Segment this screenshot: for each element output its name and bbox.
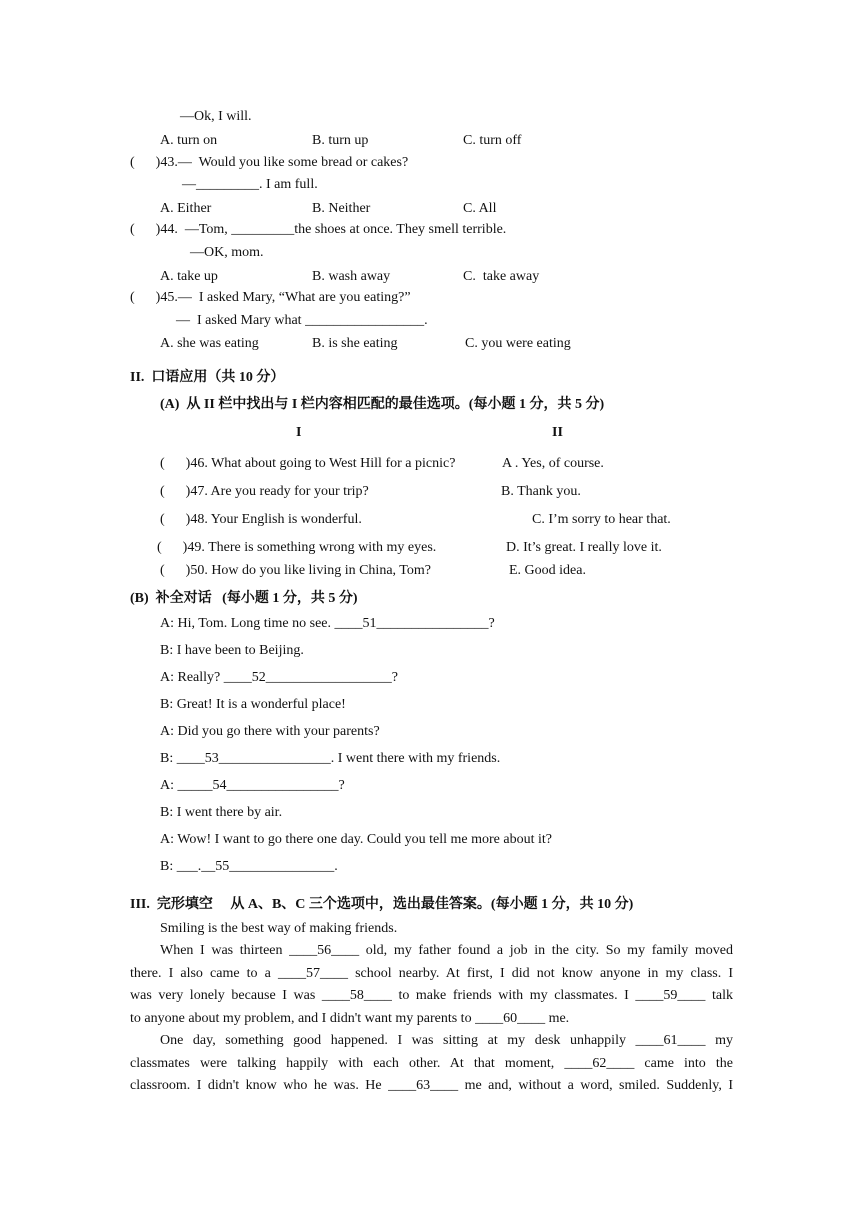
match-option: A . Yes, of course.	[502, 456, 604, 471]
dialog-line: B: Great! It is a wonderful place!	[160, 697, 346, 712]
dialog-line: A: Wow! I want to go there one day. Could you tell me more about it?	[160, 832, 552, 847]
option-c: C. All	[463, 201, 497, 216]
dialog-line: A: Really? ____52__________________?	[160, 670, 398, 685]
dialog-line: B: I went there by air.	[160, 805, 283, 820]
question-45: ( )45.— I asked Mary, “What are you eating?”	[130, 290, 411, 305]
option-b: B. turn up	[312, 133, 369, 148]
option-a: A. Either	[160, 201, 212, 216]
dialog-line: A: _____54________________?	[160, 778, 345, 793]
match-question: ( )46. What about going to West Hill for a picnic?	[160, 456, 456, 471]
answer-line: —_________. I am full.	[182, 177, 318, 192]
section-heading: III. 完形填空 从 A、B、C 三个选项中，选出最佳答案。(每小题 1 分，共 10 分)	[130, 897, 634, 912]
part-b-instruction: (B) 补全对话 (每小题 1 分，共 5 分)	[130, 591, 358, 606]
dialog-line: A: Did you go there with your parents?	[160, 724, 380, 739]
question-44: ( )44. —Tom, _________the shoes at once. They smell terrible.	[130, 222, 507, 237]
column-header-i: I	[296, 425, 302, 440]
passage-title-line: Smiling is the best way of making friends.	[160, 921, 398, 936]
dialog-line: B: I have been to Beijing.	[160, 643, 304, 658]
passage-line: there. I also came to a ____57____ school nearby. At first, I did not know anyone in my class. I	[130, 966, 733, 981]
passage-line: to anyone about my problem, and I didn't want my parents to ____60____ me.	[130, 1011, 570, 1026]
question-43: ( )43.— Would you like some bread or cakes?	[130, 155, 409, 170]
option-b: B. Neither	[312, 201, 371, 216]
match-question: ( )48. Your English is wonderful.	[160, 512, 362, 527]
passage-line: classroom. I didn't know who he was. He ____63____ me and, without a word, smiled. Suddenly, I	[130, 1078, 733, 1093]
option-c: C. take away	[463, 269, 540, 284]
option-c: C. you were eating	[465, 336, 571, 351]
match-question: ( )47. Are you ready for your trip?	[160, 484, 369, 499]
passage-line: When I was thirteen ____56____ old, my father found a job in the city. So my family moved	[160, 943, 733, 958]
option-b: B. wash away	[312, 269, 391, 284]
option-a: A. she was eating	[160, 336, 259, 351]
passage-line: classmates were talking happily with each other. At that moment, ____62____ came into the	[130, 1056, 733, 1071]
answer-line: — I asked Mary what _________________.	[176, 313, 428, 328]
passage-line: was very lonely because I was ____58____ to make friends with my classmates. I ____59____ talk	[130, 988, 733, 1003]
answer-line: —OK, mom.	[190, 245, 264, 260]
match-question: ( )49. There is something wrong with my eyes.	[157, 540, 437, 555]
match-option: B. Thank you.	[501, 484, 581, 499]
match-option: E. Good idea.	[509, 563, 586, 578]
option-c: C. turn off	[463, 133, 522, 148]
dialog-line: B: ___.__55_______________.	[160, 859, 338, 874]
dialog-line: A: Hi, Tom. Long time no see. ____51________________?	[160, 616, 495, 631]
column-header-ii: II	[552, 425, 563, 440]
option-b: B. is she eating	[312, 336, 398, 351]
answer-line: —Ok, I will.	[180, 109, 252, 124]
match-question: ( )50. How do you like living in China, Tom?	[160, 563, 431, 578]
section-heading: II. 口语应用（共 10 分）	[130, 370, 285, 385]
part-a-instruction: (A) 从 II 栏中找出与 I 栏内容相匹配的最佳选项。(每小题 1 分，共 5 分)	[160, 397, 605, 412]
passage-line: One day, something good happened. I was sitting at my desk unhappily ____61____ my	[160, 1033, 733, 1048]
option-a: A. turn on	[160, 133, 218, 148]
option-a: A. take up	[160, 269, 218, 284]
dialog-line: B: ____53________________. I went there with my friends.	[160, 751, 501, 766]
match-option: C. I’m sorry to hear that.	[532, 512, 671, 527]
match-option: D. It’s great. I really love it.	[506, 540, 662, 555]
